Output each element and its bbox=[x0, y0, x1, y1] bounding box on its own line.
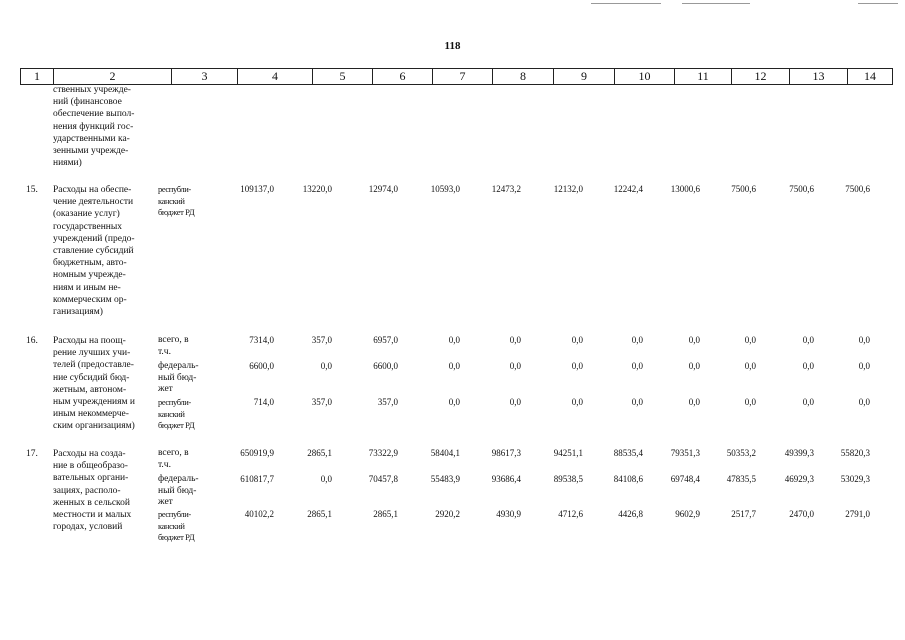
source-label bbox=[158, 184, 213, 219]
table-cell-value: 12473,2 bbox=[491, 184, 521, 194]
text-line: ный бюд- bbox=[158, 372, 197, 383]
table-cell-value: 4930,9 bbox=[496, 509, 521, 519]
row-number: 17. bbox=[26, 449, 38, 459]
text-line: местности и малых bbox=[53, 510, 132, 521]
text-line: Расходы на поощ- bbox=[53, 336, 126, 346]
column-header: 13 bbox=[789, 69, 847, 84]
column-header: 8 bbox=[492, 69, 553, 84]
table-cell-value: 0,0 bbox=[509, 361, 521, 371]
text-line: ставление субсидий bbox=[53, 246, 134, 257]
text-line: жет bbox=[158, 384, 173, 394]
text-line: т.ч. bbox=[158, 346, 171, 357]
text-line: канский bbox=[158, 195, 185, 206]
text-line: номным учрежде- bbox=[53, 270, 126, 281]
text-line: зациях, располо- bbox=[53, 485, 121, 496]
table-cell-value: 2470,0 bbox=[789, 509, 814, 519]
table-cell-value: 70457,8 bbox=[368, 474, 398, 484]
table-cell-value: 2517,7 bbox=[731, 509, 756, 519]
table-cell-value: 73322,9 bbox=[368, 448, 398, 458]
table-cell-value: 109137,0 bbox=[240, 184, 274, 194]
table-cell-value: 0,0 bbox=[858, 361, 870, 371]
text-line: государственных bbox=[53, 221, 123, 232]
column-header: 5 bbox=[312, 69, 372, 84]
source-label bbox=[158, 509, 213, 544]
column-header: 3 bbox=[171, 69, 237, 84]
table-cell-value: 10593,0 bbox=[430, 184, 460, 194]
table-cell-value: 0,0 bbox=[448, 361, 460, 371]
table-cell-value: 0,0 bbox=[631, 397, 643, 407]
text-line: коммерческим ор- bbox=[53, 294, 127, 305]
source-label bbox=[158, 448, 213, 471]
table-cell-value: 0,0 bbox=[571, 361, 583, 371]
table-cell-value: 0,0 bbox=[744, 361, 756, 371]
table-cell-value: 9602,9 bbox=[675, 509, 700, 519]
text-line: федераль- bbox=[158, 361, 199, 371]
table-cell-value: 0,0 bbox=[571, 397, 583, 407]
table-cell-value: 6600,0 bbox=[373, 361, 398, 371]
text-line: чение деятельности bbox=[53, 197, 134, 208]
text-line: ний (финансовое bbox=[53, 97, 122, 108]
text-line: вательных органи- bbox=[53, 473, 129, 484]
table-cell-value: 7314,0 bbox=[249, 335, 274, 345]
table-cell-value: 2865,1 bbox=[307, 448, 332, 458]
text-line: ганизациям) bbox=[53, 307, 103, 318]
table-cell-value: 84108,6 bbox=[613, 474, 643, 484]
table-cell-value: 6957,0 bbox=[373, 335, 398, 345]
table-cell-value: 93686,4 bbox=[491, 474, 521, 484]
text-line: учреждений (предо- bbox=[53, 233, 135, 244]
table-cell-value: 0,0 bbox=[509, 397, 521, 407]
table-cell-value: 0,0 bbox=[571, 335, 583, 345]
text-line: ный бюд- bbox=[158, 485, 197, 496]
table-cell-value: 55820,3 bbox=[840, 448, 870, 458]
text-line: обеспечение выпол- bbox=[53, 109, 135, 120]
table-cell-value: 357,0 bbox=[377, 397, 398, 407]
table-cell-value: 714,0 bbox=[253, 397, 274, 407]
row-name bbox=[53, 448, 150, 533]
table-cell-value: 0,0 bbox=[448, 397, 460, 407]
table-cell-value: 0,0 bbox=[320, 474, 332, 484]
column-header: 7 bbox=[432, 69, 492, 84]
text-line: рение лучших учи- bbox=[53, 348, 131, 359]
table-cell-value: 79351,3 bbox=[670, 448, 700, 458]
table-cell-value: 46929,3 bbox=[784, 474, 814, 484]
text-line: бюджет РД bbox=[158, 532, 195, 542]
table-cell-value: 0,0 bbox=[802, 397, 814, 407]
text-line: нения функций гос- bbox=[53, 121, 134, 132]
text-line: (оказание услуг) bbox=[53, 209, 120, 220]
table-cell-value: 12132,0 bbox=[553, 184, 583, 194]
table-cell-value: 0,0 bbox=[509, 335, 521, 345]
text-line: жет bbox=[158, 497, 173, 507]
table-cell-value: 69748,4 bbox=[670, 474, 700, 484]
text-line: жетным, автоном- bbox=[53, 384, 127, 395]
table-cell-value: 610817,7 bbox=[240, 474, 274, 484]
table-cell-value: 53029,3 bbox=[840, 474, 870, 484]
text-line: ние субсидий бюд- bbox=[53, 372, 130, 383]
column-header: 9 bbox=[553, 69, 614, 84]
text-line: бюджет РД bbox=[158, 207, 195, 217]
text-line: Расходы на созда- bbox=[53, 449, 126, 459]
scan-artifact bbox=[591, 3, 661, 4]
text-line: ниям и иным не- bbox=[53, 282, 121, 293]
source-label bbox=[158, 474, 213, 509]
table-cell-value: 0,0 bbox=[858, 397, 870, 407]
table-cell-value: 0,0 bbox=[688, 397, 700, 407]
text-line: телей (предоставле- bbox=[53, 360, 134, 371]
table-cell-value: 13220,0 bbox=[302, 184, 332, 194]
table-cell-value: 7500,6 bbox=[845, 184, 870, 194]
column-header: 12 bbox=[731, 69, 789, 84]
text-line: канский bbox=[158, 408, 185, 419]
table-cell-value: 0,0 bbox=[320, 361, 332, 371]
text-line: ударственными ка- bbox=[53, 133, 130, 144]
text-line: ственных учрежде- bbox=[53, 85, 131, 95]
text-line: ниями) bbox=[53, 158, 82, 169]
table-cell-value: 0,0 bbox=[802, 335, 814, 345]
text-line: иным некоммерче- bbox=[53, 409, 129, 420]
table-cell-value: 0,0 bbox=[744, 397, 756, 407]
text-line: канский bbox=[158, 520, 185, 531]
table-cell-value: 12242,4 bbox=[613, 184, 643, 194]
table-header bbox=[20, 68, 893, 85]
text-line: Расходы на обеспе- bbox=[53, 185, 132, 195]
row-name bbox=[53, 335, 150, 433]
source-label bbox=[158, 361, 213, 396]
table-cell-value: 4712,6 bbox=[558, 509, 583, 519]
table-cell-value: 6600,0 bbox=[249, 361, 274, 371]
text-line: республи- bbox=[158, 509, 191, 519]
row-number: 16. bbox=[26, 336, 38, 346]
table-cell-value: 0,0 bbox=[744, 335, 756, 345]
text-line: федераль- bbox=[158, 474, 199, 484]
table-cell-value: 7500,6 bbox=[731, 184, 756, 194]
table-cell-value: 58404,1 bbox=[430, 448, 460, 458]
text-line: зенными учрежде- bbox=[53, 146, 129, 157]
text-line: городах, условий bbox=[53, 522, 123, 533]
table-cell-value: 47835,5 bbox=[726, 474, 756, 484]
table-cell-value: 2791,0 bbox=[845, 509, 870, 519]
table-cell-value: 89538,5 bbox=[553, 474, 583, 484]
column-header: 2 bbox=[53, 69, 171, 84]
column-header: 4 bbox=[237, 69, 312, 84]
table-cell-value: 0,0 bbox=[631, 335, 643, 345]
column-header: 14 bbox=[847, 69, 893, 84]
page-number: 118 bbox=[444, 40, 461, 52]
table-cell-value: 0,0 bbox=[631, 361, 643, 371]
table-cell-value: 94251,1 bbox=[553, 448, 583, 458]
text-line: женных в сельской bbox=[53, 497, 130, 508]
text-line: республи- bbox=[158, 397, 191, 407]
table-cell-value: 7500,6 bbox=[789, 184, 814, 194]
table-cell-value: 357,0 bbox=[311, 397, 332, 407]
table-cell-value: 50353,2 bbox=[726, 448, 756, 458]
column-header: 11 bbox=[674, 69, 731, 84]
table-cell-value: 357,0 bbox=[311, 335, 332, 345]
text-line: всего, в bbox=[158, 448, 189, 458]
source-label bbox=[158, 397, 213, 432]
table-cell-value: 0,0 bbox=[688, 361, 700, 371]
text-line: ским организациям) bbox=[53, 421, 135, 432]
scan-artifact bbox=[682, 3, 750, 4]
row-number: 15. bbox=[26, 185, 38, 195]
text-line: ным учреждениям и bbox=[53, 397, 135, 408]
table-cell-value: 88535,4 bbox=[613, 448, 643, 458]
source-label bbox=[158, 335, 213, 358]
text-line: т.ч. bbox=[158, 459, 171, 470]
text-line: республи- bbox=[158, 184, 191, 194]
table-cell-value: 4426,8 bbox=[618, 509, 643, 519]
table-cell-value: 55483,9 bbox=[430, 474, 460, 484]
column-header: 1 bbox=[20, 69, 53, 84]
column-header: 6 bbox=[372, 69, 432, 84]
text-line: бюджет РД bbox=[158, 420, 195, 430]
row-name bbox=[53, 184, 150, 318]
table-cell-value: 2865,1 bbox=[373, 509, 398, 519]
table-cell-value: 98617,3 bbox=[491, 448, 521, 458]
table-cell-value: 2920,2 bbox=[435, 509, 460, 519]
table-cell-value: 13000,6 bbox=[670, 184, 700, 194]
table-cell-value: 0,0 bbox=[448, 335, 460, 345]
table-cell-value: 49399,3 bbox=[784, 448, 814, 458]
column-header: 10 bbox=[614, 69, 674, 84]
scan-artifact bbox=[858, 3, 898, 4]
table-cell-value: 40102,2 bbox=[244, 509, 274, 519]
table-cell-value: 0,0 bbox=[858, 335, 870, 345]
table-cell-value: 2865,1 bbox=[307, 509, 332, 519]
table-cell-value: 12974,0 bbox=[368, 184, 398, 194]
text-line: ние в общеобразо- bbox=[53, 461, 128, 472]
table-cell-value: 0,0 bbox=[688, 335, 700, 345]
text-line: бюджетным, авто- bbox=[53, 258, 127, 269]
table-cell-value: 650919,9 bbox=[240, 448, 274, 458]
text-line: всего, в bbox=[158, 335, 189, 345]
table-cell-value: 0,0 bbox=[802, 361, 814, 371]
continuation-text bbox=[53, 84, 150, 169]
